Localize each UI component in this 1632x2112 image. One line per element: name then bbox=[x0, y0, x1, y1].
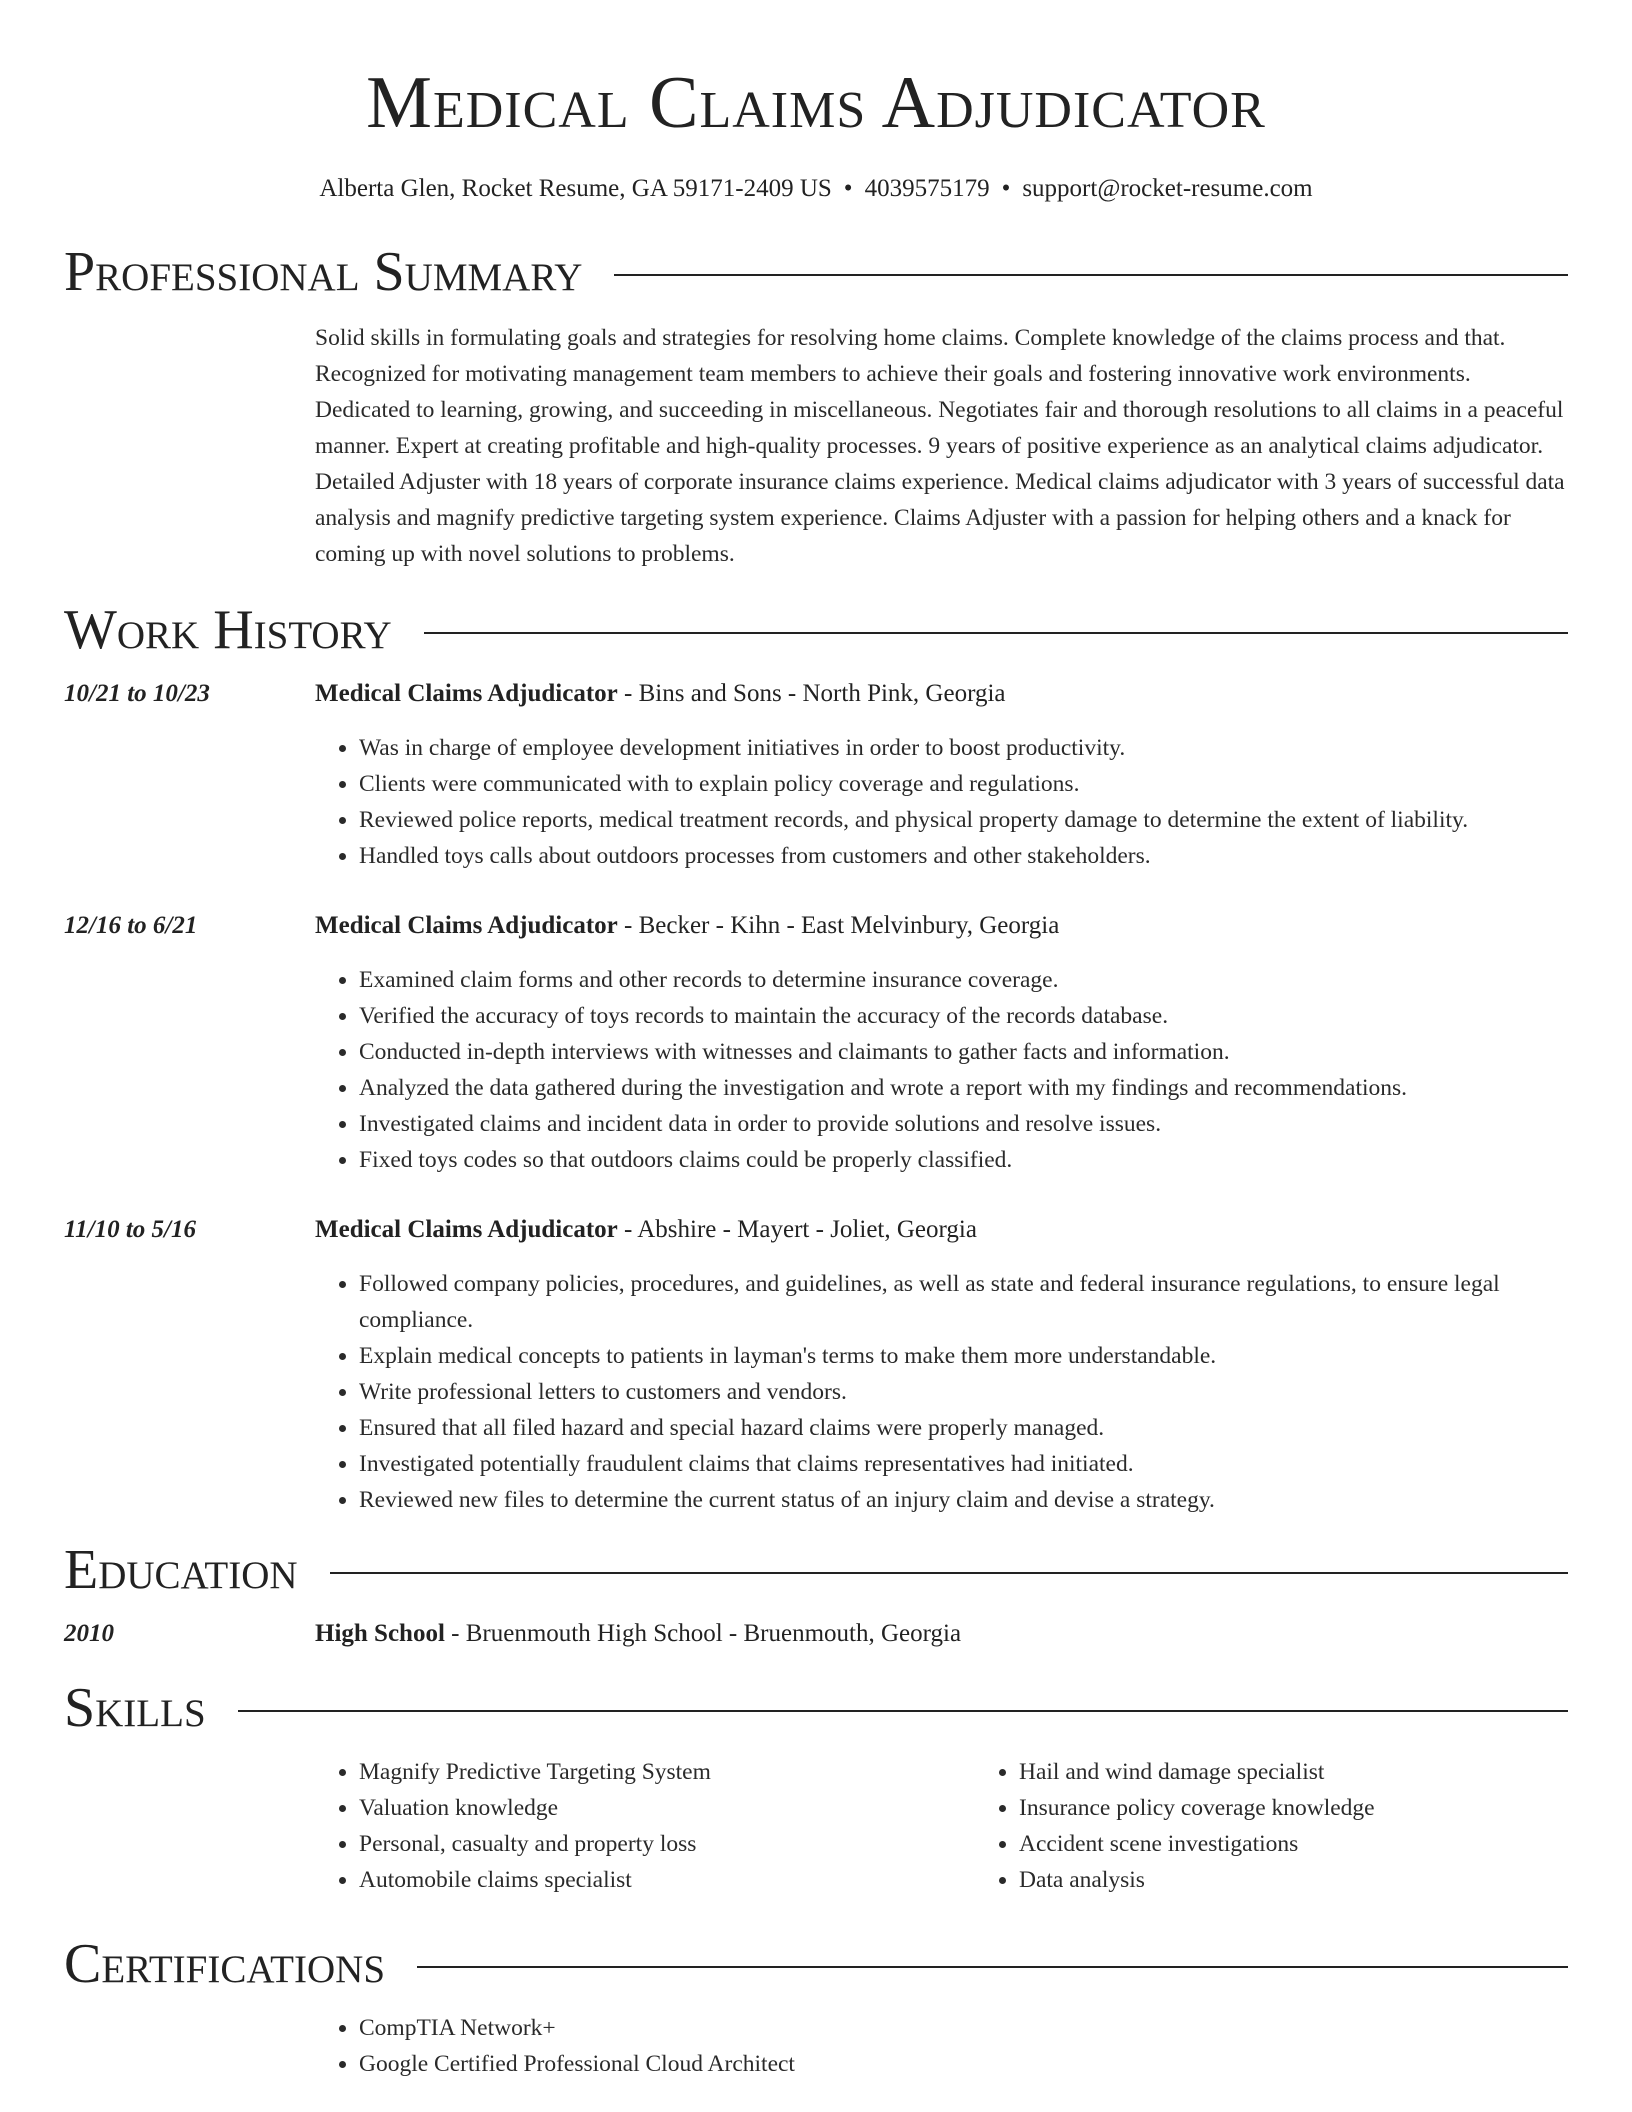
summary-section-header bbox=[64, 240, 1568, 304]
job-bullet: • Fixed toys codes so that outdoors claims could be properly classified. bbox=[359, 1142, 1568, 1178]
skill-item: • Valuation knowledge bbox=[359, 1790, 975, 1826]
job-bullet: • Handled toys calls about outdoors processes from customers and other stakeholders. bbox=[359, 838, 1568, 874]
job-dates: 11/10 to 5/16 bbox=[64, 1216, 196, 1243]
job-bullet: • Was in charge of employee development initiatives in order to boost productivity. bbox=[359, 730, 1568, 766]
education-line bbox=[315, 1616, 1568, 1652]
work-heading: Work History bbox=[64, 599, 392, 661]
education-entry bbox=[64, 1616, 1568, 1652]
job-title: Medical Claims Adjudicator bbox=[315, 680, 618, 707]
job-bullet: • Verified the accuracy of toys records to maintain the accuracy of the records database. bbox=[359, 998, 1568, 1034]
job-title-line bbox=[315, 1212, 1568, 1248]
skill-item: • Data analysis bbox=[1019, 1862, 1632, 1898]
job-details: - Abshire - Mayert - Joliet, Georgia bbox=[617, 1216, 977, 1243]
job-bullet: • Ensured that all filed hazard and special hazard claims were properly managed. bbox=[359, 1410, 1568, 1446]
education-details: - Bruenmouth High School - Bruenmouth, Georgia bbox=[444, 1620, 962, 1647]
certification-item: • Google Certified Professional Cloud Architect bbox=[359, 2046, 1568, 2082]
job-bullet: • Conducted in-depth interviews with witnesses and claimants to gather facts and information. bbox=[359, 1034, 1568, 1070]
skills-row bbox=[64, 1754, 1568, 1898]
certifications-section-header bbox=[64, 1932, 1568, 1996]
summary-row bbox=[64, 320, 1568, 572]
job-bullet: • Reviewed police reports, medical treatment records, and physical property damage to determine the extent of liability. bbox=[359, 802, 1568, 838]
resume-name: Medical Claims Adjudicator bbox=[366, 62, 1266, 144]
certifications-list bbox=[315, 2010, 1568, 2082]
job-title-line bbox=[315, 908, 1568, 944]
skill-item: • Accident scene investigations bbox=[1019, 1826, 1632, 1862]
job-entry bbox=[64, 908, 1568, 1178]
job-bullets bbox=[315, 1266, 1568, 1518]
section-divider bbox=[614, 274, 1568, 276]
section-divider bbox=[330, 1572, 1568, 1574]
skills-heading: Skills bbox=[64, 1677, 206, 1739]
skill-item: • Hail and wind damage specialist bbox=[1019, 1754, 1632, 1790]
job-details: - Becker - Kihn - East Melvinbury, Georgia bbox=[617, 912, 1060, 939]
contact-line bbox=[64, 174, 1568, 204]
job-bullet: • Investigated potentially fraudulent claims that claims representatives had initiated. bbox=[359, 1446, 1568, 1482]
skill-item: • Personal, casualty and property loss bbox=[359, 1826, 975, 1862]
job-title-line bbox=[315, 676, 1568, 712]
job-bullet: • Analyzed the data gathered during the investigation and wrote a report with my findings and recommendations. bbox=[359, 1070, 1568, 1106]
education-heading: Education bbox=[64, 1539, 298, 1601]
skill-item: • Insurance policy coverage knowledge bbox=[1019, 1790, 1632, 1826]
education-section-header bbox=[64, 1538, 1568, 1602]
skills-section-header bbox=[64, 1676, 1568, 1740]
skill-item: • Magnify Predictive Targeting System bbox=[359, 1754, 975, 1790]
job-bullet: • Examined claim forms and other records to determine insurance coverage. bbox=[359, 962, 1568, 998]
skill-item: • Automobile claims specialist bbox=[359, 1862, 975, 1898]
certifications-heading: Certifications bbox=[64, 1933, 386, 1995]
contact-separator: • bbox=[1001, 175, 1011, 202]
skills-grid bbox=[315, 1754, 1632, 1898]
job-entry bbox=[64, 1212, 1568, 1518]
job-bullet: • Write professional letters to customers and vendors. bbox=[359, 1374, 1568, 1410]
job-bullet: • Reviewed new files to determine the current status of an injury claim and devise a strategy. bbox=[359, 1482, 1568, 1518]
contact-phone: 4039575179 bbox=[864, 175, 990, 202]
contact-email: support@rocket-resume.com bbox=[1022, 175, 1313, 202]
job-bullet: • Clients were communicated with to explain policy coverage and regulations. bbox=[359, 766, 1568, 802]
summary-text: Solid skills in formulating goals and strategies for resolving home claims. Complete knowledge of the claims process and that. Recognized for motivating management team members to achieve their goals and fostering innovative work environments. Dedicated to learning, growing, and succeeding in miscellaneous. Negotiates fair and thorough resolutions to all claims in a peaceful manner. Expert at creating profitable and high-quality processes. 9 years of positive experience as an analytical claims adjudicator. Detailed Adjuster with 18 years of corporate insurance claims experience. Medical claims adjudicator with 3 years of successful data analysis and magnify predictive targeting system experience. Claims Adjuster with a passion for helping others and a knack for coming up with novel solutions to problems. bbox=[315, 325, 1565, 567]
job-dates: 12/16 to 6/21 bbox=[64, 912, 198, 939]
contact-address: Alberta Glen, Rocket Resume, GA 59171-2409 US bbox=[319, 175, 832, 202]
certifications-row bbox=[64, 2010, 1568, 2082]
education-degree: High School bbox=[315, 1620, 445, 1647]
job-dates: 10/21 to 10/23 bbox=[64, 680, 210, 707]
section-divider bbox=[424, 632, 1568, 634]
work-section-header bbox=[64, 598, 1568, 662]
education-year: 2010 bbox=[64, 1620, 114, 1647]
job-bullet: • Followed company policies, procedures, and guidelines, as well as state and federal insurance regulations, to ensure legal compliance. bbox=[359, 1266, 1568, 1338]
skills-list-right bbox=[975, 1754, 1632, 1898]
certification-item: • CompTIA Network+ bbox=[359, 2010, 1568, 2046]
contact-separator: • bbox=[843, 175, 853, 202]
job-title: Medical Claims Adjudicator bbox=[315, 912, 618, 939]
section-divider bbox=[417, 1966, 1568, 1968]
job-details: - Bins and Sons - North Pink, Georgia bbox=[617, 680, 1006, 707]
job-title: Medical Claims Adjudicator bbox=[315, 1216, 618, 1243]
job-entry bbox=[64, 676, 1568, 874]
job-bullets bbox=[315, 962, 1568, 1178]
job-bullets bbox=[315, 730, 1568, 874]
job-bullet: • Explain medical concepts to patients in layman's terms to make them more understandable. bbox=[359, 1338, 1568, 1374]
summary-heading: Professional Summary bbox=[64, 241, 583, 303]
skills-list-left bbox=[315, 1754, 975, 1898]
job-bullet: • Investigated claims and incident data in order to provide solutions and resolve issues. bbox=[359, 1106, 1568, 1142]
section-divider bbox=[238, 1710, 1568, 1712]
